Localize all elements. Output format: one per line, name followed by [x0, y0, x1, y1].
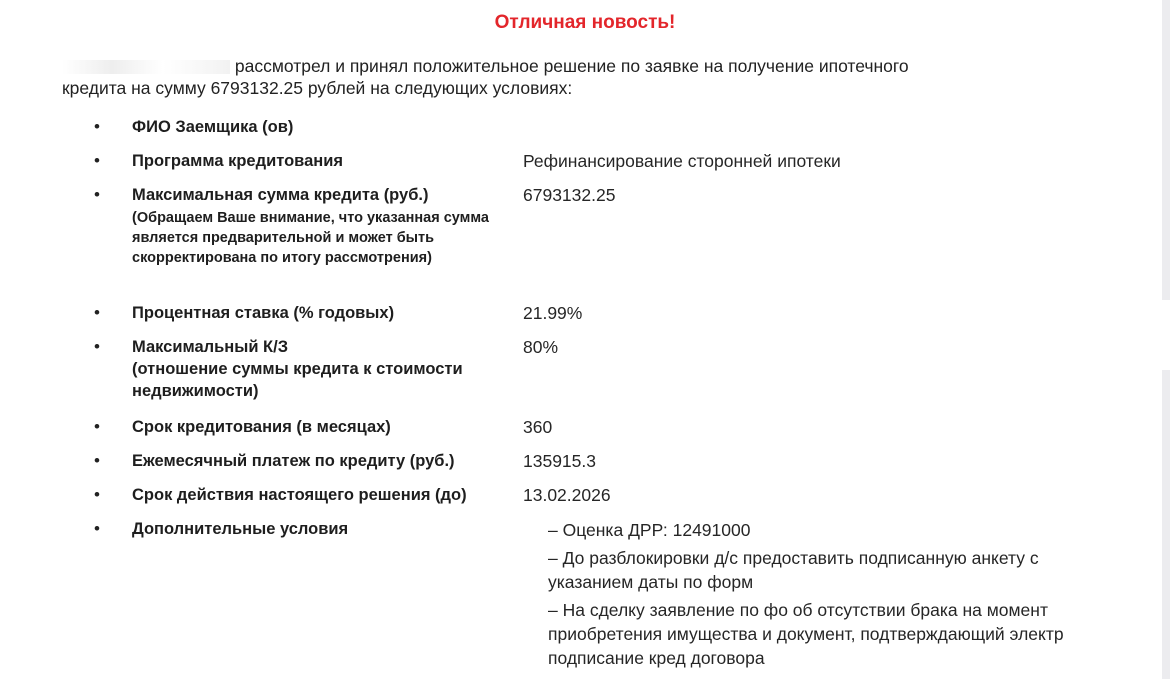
condition-label [132, 336, 522, 402]
bullet-icon: • [94, 151, 100, 170]
bullet-icon: • [94, 337, 100, 356]
condition-label [132, 184, 512, 268]
redacted-bank-name [62, 60, 230, 74]
condition-value: 80% [523, 337, 559, 357]
condition-value: Рефинансирование сторонней ипотеки [523, 151, 841, 171]
bullet-icon: • [94, 485, 100, 504]
condition-value: 21.99% [523, 303, 583, 323]
condition-label: Срок кредитования (в месяцах) [132, 418, 391, 436]
condition-note: (отношение суммы кредита к стоимости недвижимости) [132, 360, 463, 400]
condition-note: (Обращаем Ваше внимание, что указанная сумма является предварительной и может быть скорректирована по итогу рассмотрения) [132, 210, 489, 266]
scrollbar-thumb[interactable] [1162, 300, 1170, 370]
bullet-icon: • [94, 117, 100, 136]
condition-value: 135915.3 [523, 451, 596, 471]
condition-label: ФИО Заемщика (ов) [132, 118, 294, 136]
bullet-icon: • [94, 185, 100, 204]
bullet-icon: • [94, 303, 100, 322]
condition-label: Срок действия настоящего решения (до) [132, 486, 467, 504]
additional-condition-item: – Оценка ДРР: 12491000 [548, 520, 751, 540]
scrollbar-track[interactable] [1162, 0, 1170, 679]
intro-paragraph [62, 55, 1002, 99]
condition-label-text: Максимальный К/З [132, 338, 289, 356]
condition-label: Программа кредитования [132, 152, 344, 170]
condition-value: 6793132.25 [523, 185, 616, 205]
bullet-icon: • [94, 451, 100, 470]
bullet-icon: • [94, 519, 100, 538]
page-title: Отличная новость! [494, 12, 676, 33]
intro-line-1: рассмотрел и принял положительное решение по заявке на получение ипотечного [234, 56, 909, 76]
condition-value: 360 [523, 417, 553, 437]
condition-label: Ежемесячный платеж по кредиту (руб.) [132, 452, 455, 470]
additional-condition-item: – До разблокировки д/с предоставить подписанную анкету с указанием даты по форм [548, 548, 1039, 592]
additional-condition-item: – На сделку заявление по фо об отсутствии брака на момент приобретения имущества и документ, подтверждающий электр подписание кред договора [548, 600, 1064, 668]
condition-label: Дополнительные условия [132, 520, 349, 538]
additional-conditions-list [548, 518, 1108, 674]
condition-value: 13.02.2026 [523, 485, 611, 505]
condition-label-text: Максимальная сумма кредита (руб.) [132, 186, 429, 204]
bullet-icon: • [94, 417, 100, 436]
intro-line-2: кредита на сумму 6793132.25 рублей на следующих условиях: [62, 78, 573, 98]
condition-label: Процентная ставка (% годовых) [132, 304, 395, 322]
